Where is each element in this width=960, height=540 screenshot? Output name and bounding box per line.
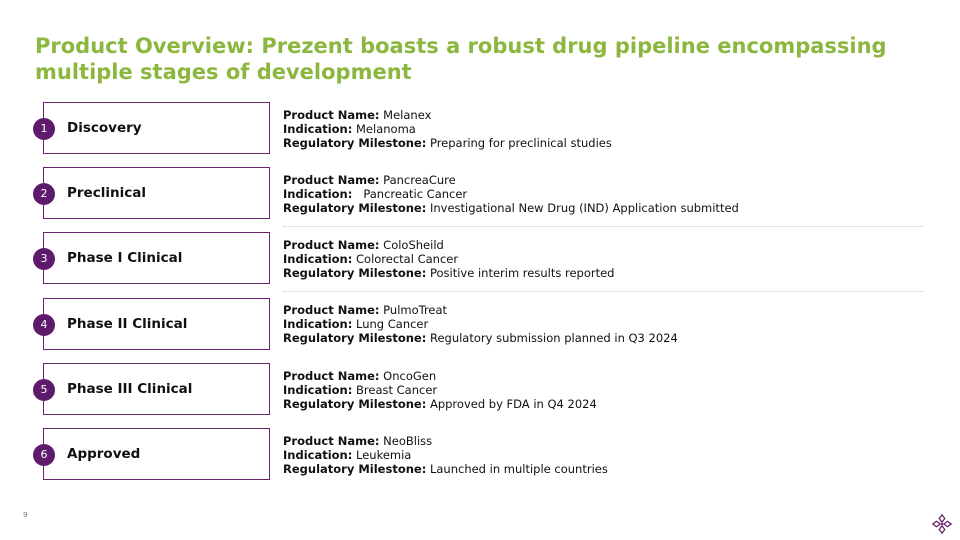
page-number: 9: [23, 511, 28, 519]
stage-number-badge: 6: [33, 444, 55, 466]
indication-value: Pancreatic Cancer: [363, 187, 468, 201]
indication-value: Breast Cancer: [356, 383, 438, 397]
indication-key: Indication:: [283, 383, 353, 397]
product-name-key: Product Name:: [283, 108, 380, 122]
milestone-value: Positive interim results reported: [429, 266, 615, 280]
stage-label: Discovery: [67, 120, 142, 136]
product-name-value: PulmoTreat: [383, 303, 448, 317]
indication-key: Indication:: [283, 122, 353, 136]
milestone-value: Approved by FDA in Q4 2024: [429, 397, 597, 411]
stage-details-discovery: [283, 108, 923, 150]
product-name-value: PancreaCure: [383, 173, 456, 187]
stage-number-badge: 5: [33, 379, 55, 401]
milestone-key: Regulatory Milestone:: [283, 201, 427, 215]
stage-number-badge: 4: [33, 314, 55, 336]
indication-value: Lung Cancer: [356, 317, 429, 331]
product-name-value: OncoGen: [383, 369, 437, 383]
stage-details-phase-3: [283, 369, 923, 411]
page-title: Product Overview: Prezent boasts a robust drug pipeline encompassing multiple stages of development: [35, 34, 887, 84]
stage-preclinical: [40, 167, 270, 219]
product-name-value: NeoBliss: [383, 434, 433, 448]
product-name-key: Product Name:: [283, 303, 380, 317]
stage-phase-2: [40, 298, 270, 350]
dotted-divider: [283, 226, 923, 227]
stage-label: Phase II Clinical: [67, 316, 188, 332]
stage-discovery: [40, 102, 270, 154]
stage-number-badge: 3: [33, 248, 55, 270]
indication-value: Colorectal Cancer: [356, 252, 459, 266]
indication-key: Indication:: [283, 448, 353, 462]
milestone-key: Regulatory Milestone:: [283, 397, 427, 411]
milestone-value: Investigational New Drug (IND) Application submitted: [429, 201, 739, 215]
milestone-key: Regulatory Milestone:: [283, 331, 427, 345]
milestone-value: Launched in multiple countries: [429, 462, 608, 476]
stage-label: Phase III Clinical: [67, 381, 193, 397]
stage-details-phase-1: [283, 238, 923, 280]
indication-key: Indication:: [283, 187, 353, 201]
milestone-value: Preparing for preclinical studies: [429, 136, 612, 150]
indication-value: Leukemia: [356, 448, 412, 462]
milestone-key: Regulatory Milestone:: [283, 136, 427, 150]
product-name-key: Product Name:: [283, 434, 380, 448]
milestone-value: Regulatory submission planned in Q3 2024: [429, 331, 678, 345]
stage-label: Phase I Clinical: [67, 250, 183, 266]
dotted-divider: [283, 291, 923, 292]
product-name-key: Product Name:: [283, 369, 380, 383]
product-name-key: Product Name:: [283, 173, 380, 187]
stage-label: Approved: [67, 446, 141, 462]
stage-number-badge: 2: [33, 183, 55, 205]
flower-logo-icon: [931, 513, 953, 535]
stage-details-phase-2: [283, 303, 923, 345]
milestone-key: Regulatory Milestone:: [283, 266, 427, 280]
indication-value: Melanoma: [356, 122, 416, 136]
indication-key: Indication:: [283, 252, 353, 266]
product-name-key: Product Name:: [283, 238, 380, 252]
stage-phase-3: [40, 363, 270, 415]
stage-phase-1: [40, 232, 270, 284]
stage-label: Preclinical: [67, 185, 146, 201]
stage-details-preclinical: [283, 173, 923, 215]
stage-number-badge: 1: [33, 118, 55, 140]
indication-key: Indication:: [283, 317, 353, 331]
product-name-value: Melanex: [383, 108, 432, 122]
product-name-value: ColoSheild: [383, 238, 444, 252]
stage-details-approved: [283, 434, 923, 476]
stage-approved: [40, 428, 270, 480]
milestone-key: Regulatory Milestone:: [283, 462, 427, 476]
